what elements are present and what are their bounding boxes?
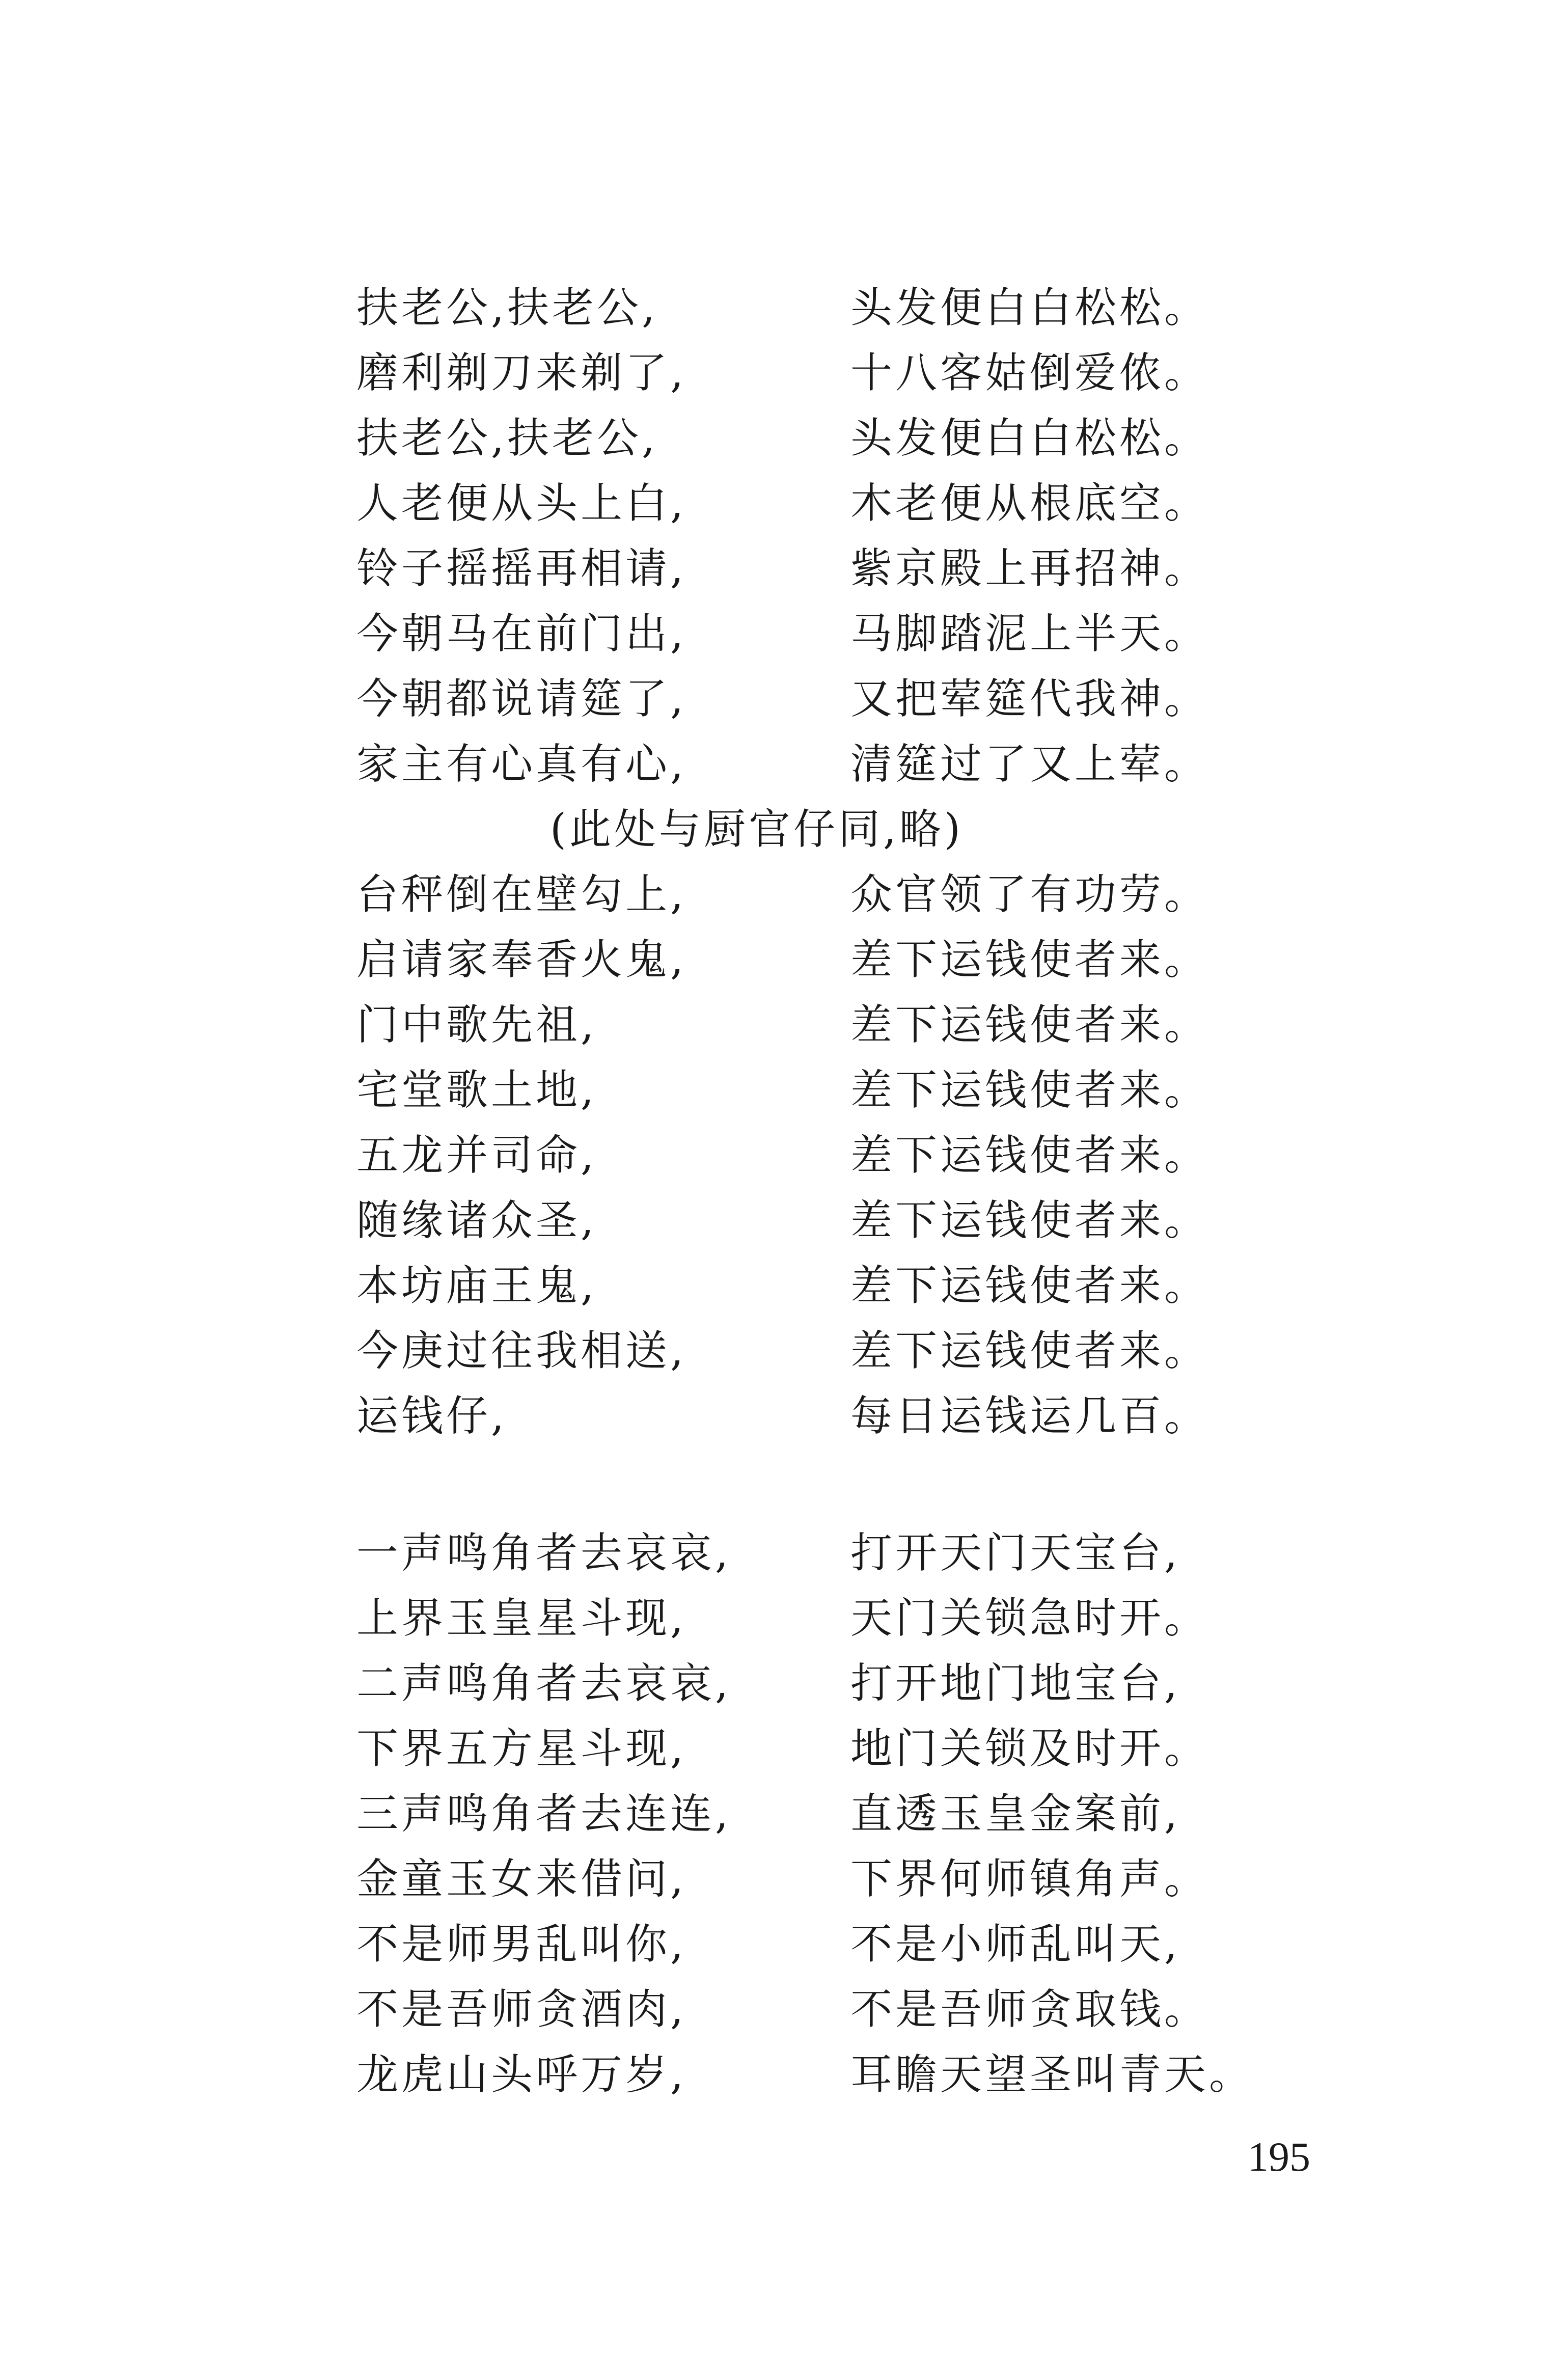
verse-line: [0, 471, 1568, 537]
verse-right: 打开地门地宝台,: [850, 1659, 1181, 1708]
verse-right: 打开天门天宝台,: [850, 1529, 1181, 1577]
verse-right: 差下运钱使者来。: [850, 936, 1209, 984]
verse-right: 不是吾师贪取钱。: [850, 1985, 1209, 2034]
verse-left: 今朝马在前门出,: [356, 610, 687, 658]
verse-right: 差下运钱使者来。: [850, 1196, 1209, 1245]
verse-left: 随缘诸众圣,: [356, 1196, 597, 1245]
verse-line: [0, 1586, 1568, 1652]
verse-left: 上界玉皇星斗现,: [356, 1594, 687, 1643]
editorial-note: (此处与厨官仔同,略): [550, 805, 964, 854]
verse-left: 不是吾师贪酒肉,: [356, 1985, 687, 2034]
verse-left: 金童玉女来借问,: [356, 1855, 687, 1903]
verse-left: 运钱仔,: [356, 1392, 508, 1440]
verse-line: [0, 1911, 1568, 1978]
verse-left: 今庚过往我相送,: [356, 1327, 687, 1375]
verse-right: 差下运钱使者来。: [850, 1066, 1209, 1114]
verse-left: 本坊庙王鬼,: [356, 1262, 597, 1310]
verse-line: [0, 992, 1568, 1058]
verse-line: [0, 1057, 1568, 1124]
verse-right: 差下运钱使者来。: [850, 1131, 1209, 1180]
verse-left: 扶老公,扶老公,: [356, 284, 658, 332]
verse-left: 二声鸣角者去哀哀,: [356, 1659, 732, 1708]
verse-left: 扶老公,扶老公,: [356, 414, 658, 462]
verse-right: 天门关锁急时开。: [850, 1594, 1209, 1643]
verse-left: 宅堂歌土地,: [356, 1066, 597, 1114]
verse-line: [0, 927, 1568, 993]
verse-left: 龙虎山头呼万岁,: [356, 2051, 687, 2099]
verse-right: 直透玉皇金案前,: [850, 1790, 1181, 1838]
verse-line: [0, 1188, 1568, 1254]
verse-right: 木老便从根底空。: [850, 479, 1209, 528]
verse-line: [0, 862, 1568, 928]
verse-line: [0, 536, 1568, 602]
verse-left: 台秤倒在壁勾上,: [356, 870, 687, 919]
verse-right: 每日运钱运几百。: [850, 1392, 1209, 1440]
verse-left: 启请家奉香火鬼,: [356, 936, 687, 984]
verse-right: 马脚踏泥上半天。: [850, 610, 1209, 658]
verse-line: [0, 731, 1568, 798]
verse-left: 下界五方星斗现,: [356, 1725, 687, 1773]
verse-left: 五龙并司命,: [356, 1131, 597, 1180]
verse-line: [0, 1651, 1568, 1717]
verse-line: [0, 1520, 1568, 1587]
verse-left: 不是师男乱叫你,: [356, 1920, 687, 1969]
verse-left: 门中歌先祖,: [356, 1001, 597, 1049]
verse-right: 差下运钱使者来。: [850, 1327, 1209, 1375]
verse-right: 差下运钱使者来。: [850, 1001, 1209, 1049]
verse-line: [0, 405, 1568, 472]
verse-line: [0, 1977, 1568, 2043]
verse-left: 人老便从头上白,: [356, 479, 687, 528]
verse-right: 十八客姑倒爱侬。: [850, 349, 1209, 397]
page-number: 195: [1248, 2134, 1310, 2180]
verse-line: [0, 1383, 1568, 1450]
verse-line: [0, 1123, 1568, 1189]
verse-right: 耳瞻天望圣叫青天。: [850, 2051, 1254, 2099]
verse-left: 今朝都说请筵了,: [356, 675, 687, 723]
verse-line: [0, 1716, 1568, 1782]
verse-line: [0, 275, 1568, 341]
verse-line: [0, 2042, 1568, 2108]
verse-right: 头发便白白松松。: [850, 284, 1209, 332]
verse-line: [0, 1253, 1568, 1319]
verse-left: 家主有心真有心,: [356, 740, 687, 788]
editorial-note-line: [0, 797, 1568, 863]
verse-line: [0, 666, 1568, 732]
verse-left: 三声鸣角者去连连,: [356, 1790, 732, 1838]
verse-line: [0, 340, 1568, 406]
verse-line: [0, 1318, 1568, 1384]
verse-line: [0, 1781, 1568, 1847]
verse-right: 清筵过了又上荤。: [850, 740, 1209, 788]
verse-right: 不是小师乱叫天,: [850, 1920, 1181, 1969]
verse-right: 头发便白白松松。: [850, 414, 1209, 462]
verse-right: 地门关锁及时开。: [850, 1725, 1209, 1773]
verse-right: 下界何师镇角声。: [850, 1855, 1209, 1903]
verse-left: 一声鸣角者去哀哀,: [356, 1529, 732, 1577]
verse-right: 差下运钱使者来。: [850, 1262, 1209, 1310]
verse-right: 又把荤筵代我神。: [850, 675, 1209, 723]
verse-left: 铃子摇摇再相请,: [356, 544, 687, 593]
verse-line: [0, 601, 1568, 667]
verse-line: [0, 1846, 1568, 1912]
verse-left: 磨利剃刀来剃了,: [356, 349, 687, 397]
verse-right: 众官领了有功劳。: [850, 870, 1209, 919]
verse-right: 紫京殿上再招神。: [850, 544, 1209, 593]
